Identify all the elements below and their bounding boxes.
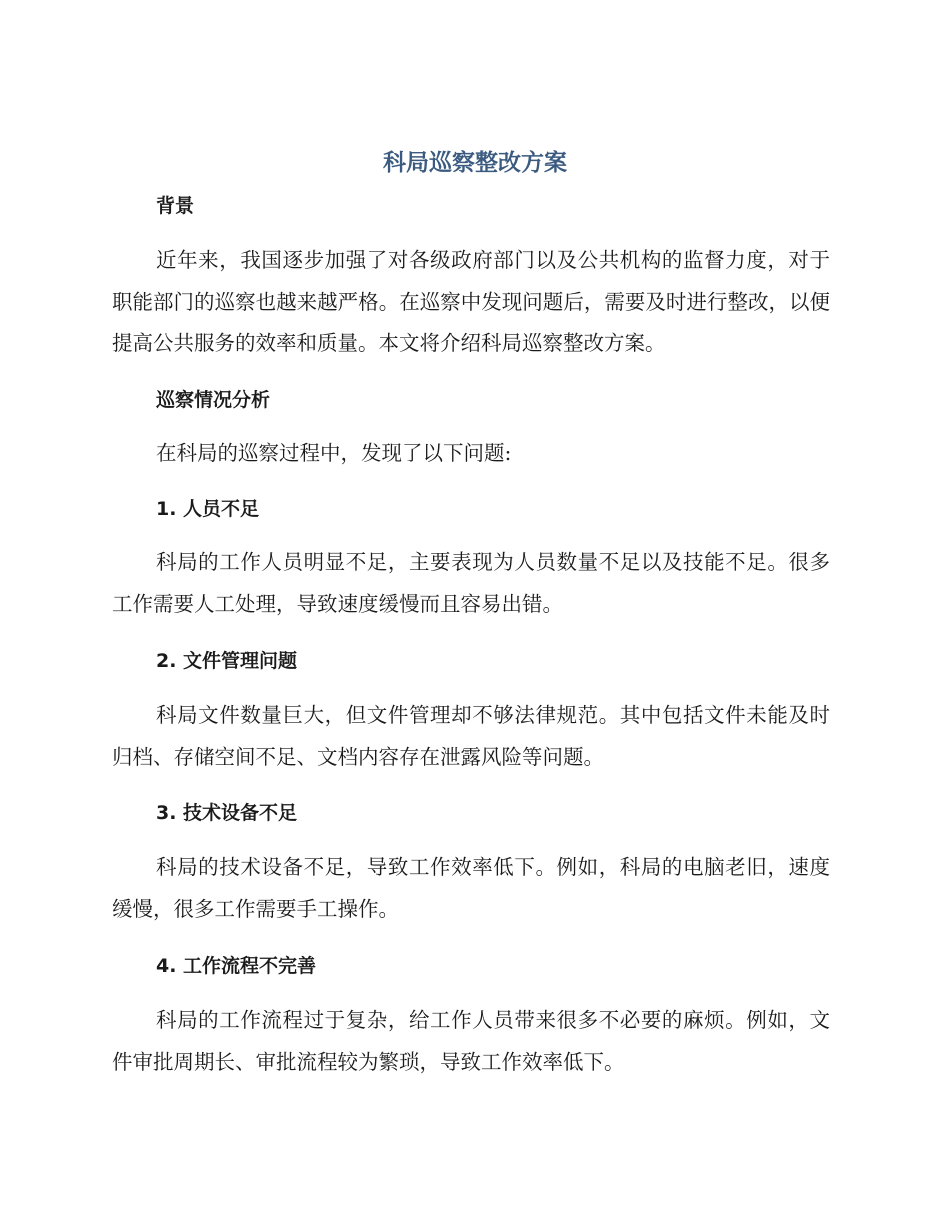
section-heading-background: 背景 [156, 195, 195, 217]
paragraph-workflow: 科局的工作流程过于复杂，给工作人员带来很多不必要的麻烦。例如，文件审批周期长、审批流程较为繁琐，导致工作效率低下。 [112, 1008, 830, 1074]
paragraph-staff-shortage: 科局的工作人员明显不足，主要表现为人员数量不足以及技能不足。很多工作需要人工处理，导致速度缓慢而且容易出错。 [112, 550, 830, 616]
paragraph-analysis: 在科局的巡察过程中，发现了以下问题: [156, 441, 512, 465]
paragraph-equipment: 科局的技术设备不足，导致工作效率低下。例如，科局的电脑老旧，速度缓慢，很多工作需要手工操作。 [112, 855, 830, 921]
paragraph-file-management: 科局文件数量巨大，但文件管理却不够法律规范。其中包括文件未能及时归档、存储空间不足、文档内容存在泄露风险等问题。 [112, 703, 830, 769]
section-heading-workflow: 4. 工作流程不完善 [156, 955, 317, 977]
section-heading-analysis: 巡察情况分析 [156, 389, 271, 411]
section-heading-file-management: 2. 文件管理问题 [156, 650, 298, 672]
paragraph-background: 近年来，我国逐步加强了对各级政府部门以及公共机构的监督力度，对于职能部门的巡察也越来越严格。在巡察中发现问题后，需要及时进行整改，以便提高公共服务的效率和质量。本文将介绍科局巡察整改方案。 [112, 248, 830, 355]
section-heading-staff-shortage: 1. 人员不足 [156, 498, 260, 520]
section-heading-equipment: 3. 技术设备不足 [156, 802, 298, 824]
document-title: 科局巡察整改方案 [383, 150, 567, 176]
